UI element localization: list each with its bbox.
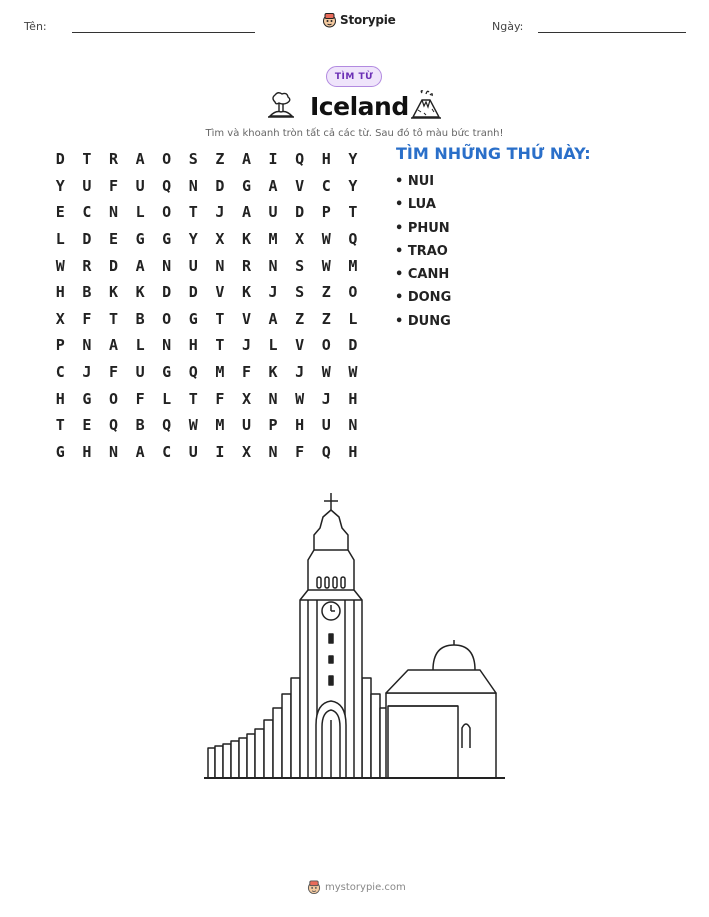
- grid-letter[interactable]: N: [108, 442, 118, 461]
- grid-letter[interactable]: P: [268, 416, 278, 435]
- grid-letter[interactable]: U: [82, 176, 92, 195]
- grid-letter[interactable]: F: [295, 442, 305, 461]
- grid-letter[interactable]: H: [321, 150, 331, 169]
- word-list-item: [395, 263, 451, 286]
- word-list: [395, 170, 451, 333]
- grid-letter[interactable]: Y: [188, 230, 198, 249]
- word-search-grid: [47, 146, 366, 465]
- storypie-logo-icon: [322, 12, 337, 28]
- grid-letter[interactable]: T: [188, 203, 198, 222]
- grid-letter[interactable]: O: [162, 203, 172, 222]
- grid-letter[interactable]: S: [295, 283, 305, 302]
- grid-letter[interactable]: W: [295, 389, 305, 408]
- grid-letter[interactable]: K: [241, 283, 251, 302]
- grid-letter[interactable]: E: [82, 416, 92, 435]
- grid-row: [47, 412, 366, 439]
- grid-row: [47, 279, 366, 306]
- grid-letter[interactable]: I: [215, 442, 225, 461]
- grid-letter[interactable]: V: [215, 283, 225, 302]
- grid-letter[interactable]: W: [321, 230, 331, 249]
- word-text: TRAO: [407, 243, 448, 259]
- grid-letter[interactable]: W: [321, 363, 331, 382]
- word-text: DONG: [407, 290, 452, 306]
- grid-letter[interactable]: A: [135, 442, 145, 461]
- grid-letter[interactable]: N: [108, 203, 118, 222]
- bullet: •: [395, 267, 408, 283]
- grid-letter[interactable]: U: [321, 416, 331, 435]
- grid-letter[interactable]: K: [268, 363, 278, 382]
- grid-letter[interactable]: U: [188, 256, 198, 275]
- grid-letter[interactable]: T: [108, 309, 118, 328]
- grid-row: [47, 252, 366, 279]
- grid-letter[interactable]: H: [82, 442, 92, 461]
- grid-letter[interactable]: A: [135, 150, 145, 169]
- grid-letter[interactable]: G: [82, 389, 92, 408]
- grid-letter[interactable]: Q: [348, 230, 358, 249]
- grid-letter[interactable]: L: [348, 309, 358, 328]
- word-list-heading: TÌM NHỮNG THỨ NÀY:: [396, 144, 591, 163]
- grid-letter[interactable]: G: [162, 363, 172, 382]
- grid-letter[interactable]: F: [215, 389, 225, 408]
- grid-letter[interactable]: D: [55, 150, 65, 169]
- grid-letter[interactable]: R: [241, 256, 251, 275]
- grid-letter[interactable]: N: [82, 336, 92, 355]
- grid-row: [47, 226, 366, 253]
- grid-letter[interactable]: D: [162, 283, 172, 302]
- grid-letter[interactable]: K: [135, 283, 145, 302]
- grid-letter[interactable]: M: [215, 416, 225, 435]
- grid-row: [47, 359, 366, 386]
- grid-row: [47, 173, 366, 200]
- grid-letter[interactable]: U: [135, 176, 145, 195]
- grid-letter[interactable]: X: [295, 230, 305, 249]
- grid-letter[interactable]: W: [188, 416, 198, 435]
- grid-letter[interactable]: T: [215, 336, 225, 355]
- grid-letter[interactable]: H: [348, 442, 358, 461]
- grid-letter[interactable]: B: [135, 416, 145, 435]
- grid-letter[interactable]: M: [268, 230, 278, 249]
- grid-letter[interactable]: N: [268, 442, 278, 461]
- grid-letter[interactable]: O: [162, 309, 172, 328]
- brand: [322, 12, 396, 28]
- grid-letter[interactable]: Z: [295, 309, 305, 328]
- grid-letter[interactable]: O: [348, 283, 358, 302]
- grid-row: [47, 332, 366, 359]
- date-label: Ngày:: [492, 20, 524, 33]
- brand-name: Storypie: [340, 13, 396, 27]
- grid-letter[interactable]: G: [188, 309, 198, 328]
- grid-letter[interactable]: V: [295, 336, 305, 355]
- grid-letter[interactable]: C: [162, 442, 172, 461]
- grid-letter[interactable]: X: [55, 309, 65, 328]
- grid-letter[interactable]: Y: [55, 176, 65, 195]
- word-text: PHUN: [407, 220, 450, 236]
- grid-letter[interactable]: J: [82, 363, 92, 382]
- grid-letter[interactable]: H: [55, 389, 65, 408]
- grid-letter[interactable]: X: [241, 389, 251, 408]
- grid-row: [47, 146, 366, 173]
- grid-letter[interactable]: N: [215, 256, 225, 275]
- geyser-icon: [266, 90, 296, 120]
- grid-letter[interactable]: F: [241, 363, 251, 382]
- grid-letter[interactable]: C: [321, 176, 331, 195]
- grid-letter[interactable]: M: [215, 363, 225, 382]
- grid-letter[interactable]: L: [135, 336, 145, 355]
- name-field-line: [72, 32, 255, 33]
- footer-url[interactable]: mystorypie.com: [325, 881, 406, 893]
- grid-letter[interactable]: D: [82, 230, 92, 249]
- grid-letter[interactable]: S: [295, 256, 305, 275]
- grid-letter[interactable]: U: [268, 203, 278, 222]
- grid-row: [47, 306, 366, 333]
- grid-letter[interactable]: G: [241, 176, 251, 195]
- grid-letter[interactable]: Q: [321, 442, 331, 461]
- bullet: •: [395, 313, 408, 329]
- hallgrimskirkja-church-illustration: [200, 490, 512, 784]
- grid-letter[interactable]: A: [268, 309, 278, 328]
- grid-letter[interactable]: S: [188, 150, 198, 169]
- grid-letter[interactable]: H: [348, 389, 358, 408]
- grid-letter[interactable]: N: [268, 256, 278, 275]
- word-list-item: [395, 240, 451, 263]
- grid-letter[interactable]: G: [55, 442, 65, 461]
- grid-letter[interactable]: P: [321, 203, 331, 222]
- grid-letter[interactable]: A: [241, 150, 251, 169]
- bullet: •: [395, 197, 408, 213]
- storypie-logo-icon: [307, 879, 321, 895]
- grid-letter[interactable]: R: [108, 150, 118, 169]
- grid-letter[interactable]: G: [135, 230, 145, 249]
- grid-letter[interactable]: B: [82, 283, 92, 302]
- word-list-item: [395, 170, 451, 193]
- word-list-item: [395, 310, 451, 333]
- grid-letter[interactable]: X: [241, 442, 251, 461]
- grid-letter[interactable]: L: [55, 230, 65, 249]
- footer: [307, 879, 406, 895]
- grid-letter[interactable]: F: [108, 363, 118, 382]
- grid-letter[interactable]: A: [268, 176, 278, 195]
- grid-letter[interactable]: F: [135, 389, 145, 408]
- grid-letter[interactable]: Q: [162, 416, 172, 435]
- grid-row: [47, 439, 366, 466]
- grid-letter[interactable]: Y: [348, 150, 358, 169]
- grid-letter[interactable]: N: [162, 336, 172, 355]
- grid-letter[interactable]: J: [241, 336, 251, 355]
- grid-letter[interactable]: T: [55, 416, 65, 435]
- word-text: DUNG: [407, 313, 451, 329]
- grid-letter[interactable]: Z: [321, 309, 331, 328]
- grid-letter[interactable]: K: [108, 283, 118, 302]
- bullet: •: [395, 290, 408, 306]
- grid-letter[interactable]: L: [162, 389, 172, 408]
- grid-letter[interactable]: C: [82, 203, 92, 222]
- grid-letter[interactable]: Z: [215, 150, 225, 169]
- bullet: •: [395, 220, 408, 236]
- grid-letter[interactable]: T: [215, 309, 225, 328]
- name-label: Tên:: [24, 20, 47, 33]
- grid-letter[interactable]: J: [215, 203, 225, 222]
- grid-letter[interactable]: O: [108, 389, 118, 408]
- grid-letter[interactable]: I: [268, 150, 278, 169]
- word-text: LUA: [407, 197, 436, 213]
- date-field-line: [538, 32, 686, 33]
- grid-letter[interactable]: T: [188, 389, 198, 408]
- grid-letter[interactable]: W: [321, 256, 331, 275]
- word-list-item: [395, 286, 451, 309]
- bullet: •: [395, 174, 408, 189]
- word-text: NUI: [407, 174, 435, 189]
- grid-letter[interactable]: N: [162, 256, 172, 275]
- grid-letter[interactable]: D: [295, 203, 305, 222]
- grid-letter[interactable]: W: [55, 256, 65, 275]
- grid-letter[interactable]: T: [348, 203, 358, 222]
- grid-letter[interactable]: J: [268, 283, 278, 302]
- grid-letter[interactable]: A: [135, 256, 145, 275]
- instructions: Tìm và khoanh tròn tất cả các từ. Sau đó tô màu bức tranh!: [205, 128, 504, 139]
- grid-letter[interactable]: H: [188, 336, 198, 355]
- grid-letter[interactable]: Y: [348, 176, 358, 195]
- grid-letter[interactable]: J: [321, 389, 331, 408]
- grid-letter[interactable]: M: [348, 256, 358, 275]
- grid-letter[interactable]: H: [295, 416, 305, 435]
- grid-row: [47, 199, 366, 226]
- grid-letter[interactable]: V: [241, 309, 251, 328]
- grid-letter[interactable]: X: [215, 230, 225, 249]
- grid-letter[interactable]: Q: [108, 416, 118, 435]
- grid-letter[interactable]: D: [188, 283, 198, 302]
- grid-letter[interactable]: Q: [162, 176, 172, 195]
- grid-letter[interactable]: H: [55, 283, 65, 302]
- grid-letter[interactable]: L: [135, 203, 145, 222]
- grid-letter[interactable]: D: [348, 336, 358, 355]
- bullet: •: [395, 243, 408, 259]
- grid-letter[interactable]: C: [55, 363, 65, 382]
- grid-letter[interactable]: T: [82, 150, 92, 169]
- grid-letter[interactable]: N: [348, 416, 358, 435]
- grid-letter[interactable]: U: [188, 442, 198, 461]
- grid-letter[interactable]: W: [348, 363, 358, 382]
- grid-row: [47, 385, 366, 412]
- grid-letter[interactable]: N: [268, 389, 278, 408]
- grid-letter[interactable]: F: [108, 176, 118, 195]
- grid-letter[interactable]: F: [82, 309, 92, 328]
- grid-letter[interactable]: K: [241, 230, 251, 249]
- grid-letter[interactable]: N: [188, 176, 198, 195]
- grid-letter[interactable]: R: [82, 256, 92, 275]
- grid-letter[interactable]: A: [241, 203, 251, 222]
- volcano-icon: [410, 90, 442, 120]
- grid-letter[interactable]: Q: [295, 150, 305, 169]
- grid-letter[interactable]: D: [215, 176, 225, 195]
- grid-letter[interactable]: U: [135, 363, 145, 382]
- word-list-item: [395, 217, 451, 240]
- grid-letter[interactable]: Z: [321, 283, 331, 302]
- grid-letter[interactable]: A: [108, 336, 118, 355]
- grid-letter[interactable]: L: [268, 336, 278, 355]
- grid-letter[interactable]: V: [295, 176, 305, 195]
- grid-letter[interactable]: J: [295, 363, 305, 382]
- grid-letter[interactable]: Q: [188, 363, 198, 382]
- grid-letter[interactable]: B: [135, 309, 145, 328]
- grid-letter[interactable]: O: [321, 336, 331, 355]
- word-list-item: [395, 193, 451, 216]
- grid-letter[interactable]: D: [108, 256, 118, 275]
- grid-letter[interactable]: O: [162, 150, 172, 169]
- activity-badge: TÌM TỪ: [326, 66, 382, 87]
- grid-letter[interactable]: E: [55, 203, 65, 222]
- grid-letter[interactable]: G: [162, 230, 172, 249]
- grid-letter[interactable]: P: [55, 336, 65, 355]
- grid-letter[interactable]: U: [241, 416, 251, 435]
- page-title: Iceland: [310, 92, 409, 121]
- grid-letter[interactable]: E: [108, 230, 118, 249]
- word-text: CANH: [407, 267, 450, 283]
